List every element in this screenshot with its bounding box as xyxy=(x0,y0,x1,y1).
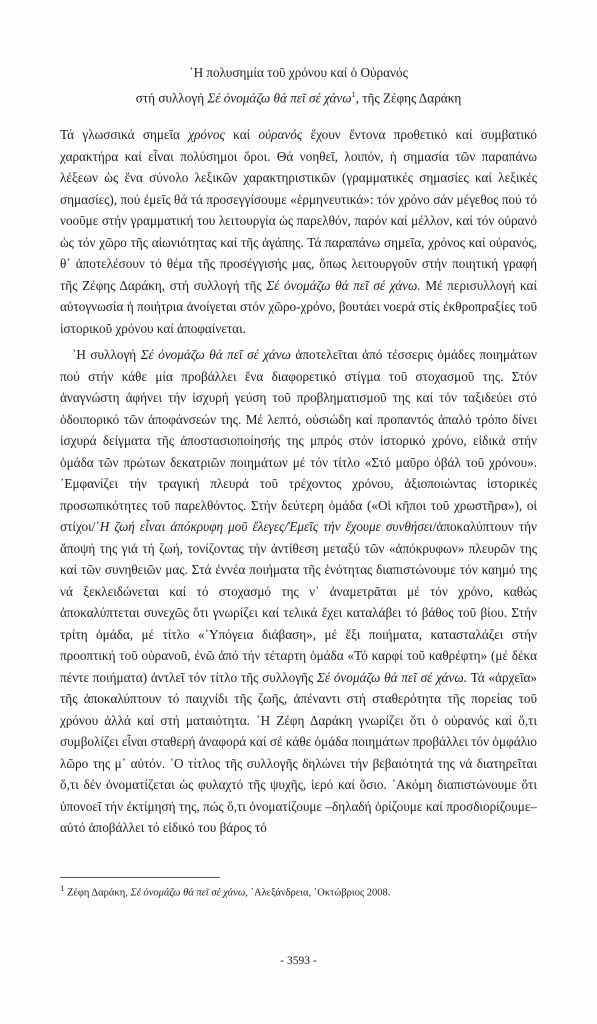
p2-text-1: ῾Η συλλογή xyxy=(72,347,141,362)
paragraph-2 xyxy=(60,344,537,839)
footnote-divider xyxy=(60,877,220,878)
footnote-text-1: Ζέφη Δαράκη, xyxy=(64,887,131,899)
title-book-name: Σέ ὀνομάζω θά πεῖ σέ χάνω xyxy=(207,90,352,106)
p2-emph-2: ῾Η ζωή εἶναι ἀπόκρυφη μοῦ ἔλεγες/ xyxy=(95,519,289,534)
footnote-marker: 1 xyxy=(351,90,356,99)
p2-text-2: ἀποτελεῖται ἀπό τέσσερις ὁμάδες ποιημάτων πού στήν κάθε μία προβάλλει ἕνα διαφορετικό στίγμα τοῦ στοχασμοῦ της. Στόν ἀναγνώστη ἀφήνει τήν ἰσχυρή γεύση τοῦ προβληματισμοῦ της καί τόν ταξιδεύει στό ὁδοιπορικό τῶν ἀποφάνσεών της. Μέ λεπτό, οὐσιώδη καί προπαντός ἁπαλό τρόπο δίνει ἰσχυρά δείγματα τῆς ἀποστασιοποίησής της μπρός στόν ἱστορικό χρόνο, εἰδικά στήν ὁμάδα τῶν πρώτων δεκατριῶν ποιημάτων μέ τόν τίτλο «Στό μαῦρο ὀβάλ τοῦ χρόνου». ᾿Εμφανίζει τήν τραγική πλευρά τοῦ τρέχοντος χρόνου, ἀξιοποιώντας ἱστορικές προσωπικότητες τοῦ παρελθόντος. Στήν δεύτερη ὁμάδα («Οἱ κῆποι τοῦ χρωστῆρα»), οἱ στίχοι/ xyxy=(60,347,537,534)
p1-text-4: Μέ περισυλλογή καί αὐτογνωσία ἡ ποιήτρια ἀνοίγεται στόν χῶρο-χρόνο, βουτάει νοερά στίς ἐκθροπραξίες τοῦ ἱστορικοῦ χρόνου καί ἀποφαίνεται. xyxy=(60,277,537,336)
p2-emph-4: Σέ ὀνομάζω θά πεῖ σέ χάνω. xyxy=(316,669,468,685)
title-line-2-suffix: , τῆς Ζέφης Δαράκη xyxy=(355,90,462,106)
p1-emph-3: Σέ ὀνομάζω θά πεῖ σέ χάνω. xyxy=(266,277,421,293)
footnote-text-2: , ᾿Αλεξάνδρεια, ᾿Οκτώβριος 2008. xyxy=(245,887,391,899)
footnote xyxy=(60,881,537,901)
paragraph-1 xyxy=(60,124,537,339)
title-line-1: ῾Η πολυσημία τοῦ χρόνου καί ὁ Οὐρανός xyxy=(189,65,408,80)
title-line-2 xyxy=(60,84,537,109)
p2-emph-3: Ἐμεῖς τήν ἔχουμε συνθήσει xyxy=(288,519,433,534)
p1-emph-2: οὐρανός xyxy=(258,127,303,142)
p2-text-3: /ἀποκαλύπτουν τήν ἄποψή της γιά τή ζωή, τονίζοντας τήν ἀντίθεση μεταξύ τῶν «ἀπόκρυφων» πλευρῶν της καί τῶν συνηθειῶν μας. Στά ἐννέα ποιήματα τῆς ἑνότητας διαπιστώνουμε τόν καημό της νά ξεκλειδώνεται καί τό στοχασμό της ν᾽ ἀναμετρᾶται μέ τόν χρόνο, καθώς ἀποκαλύπτεται συνεχῶς ὅτι γνωρίζει καί τελικά ἔχει καταλάβει τό βάθος τοῦ βίου. Στήν τρίτη ὁμάδα, μέ τίτλο «῾Υπόγεια διάβαση», μέ ἕξι ποιήματα, κατασταλάζει στήν προοπτική τοῦ οὐρανοῦ, ἐνῶ ἀπό τήν τέταρτη ὁμάδα «Τό καρφί τοῦ καθρέφτη» (μέ δέκα πέντε ποιήματα) ἀντλεῖ τόν τίτλο τῆς συλλογῆς xyxy=(60,519,537,685)
p2-emph-1: Σέ ὀνομάζω θά πεῖ σέ χάνω xyxy=(140,347,291,362)
p2-text-4: Τά «ἀρχεῖα» τῆς ἀποκαλύπτουν τό παιχνίδι τῆς ζωῆς, ἀπέναντι στή σταθερότητα τῆς πορείας τοῦ χρόνου ἀλλά καί στή ματαιότητα. ῾Η Ζέφη Δαράκη γνωρίζει ὅτι ὁ οὐρανός καί ὅ,τι συμβολίζει εἶναι σταθερή ἀναφορά καί σέ κάθε ὁμάδα ποιημάτων προβάλλει τόν ὀμφάλιο λῶρο της μ᾽ αὐτόν. ῾Ο τίτλος τῆς συλλογῆς δηλώνει τήν βεβαιότητά της νά διατηρεῖται ὅ,τι δέν ὀνοματίζεται ὡς φυλαχτό τῆς ψυχῆς, ἱερό καί ὅσιο. ᾿Ακόμη διαπιστώνουμε ὅτι ὑπονοεῖ τήν ἐκτίμησή της, πώς ὅ,τι ὀνοματίζουμε –δηλαδή ὁρίζουμε καί προσδιορίζουμε– αὐτό ἀποβάλλει τό εἰδικό του βάρος τό xyxy=(60,669,537,835)
p1-text-3: ἔχουν ἔντονα προθετικό καί συμβατικό χαρακτήρα καί εἶναι πολύσημοι ὅροι. Θά νοηθεῖ, λοιπόν, ἡ σημασία τῶν παραπάνω λέξεων ὡς ἕνα σύνολο λεξικῶν χαρακτηριστικῶν (γραμματικές σημασίες καί λεξικές σημασίες), πού ἐμεῖς θά τά προσεγγίσουμε «ἑρμηνευτικά»: τόν χρόνο σάν μέγεθος πού τό νοοῦμε στήν γραμματική του λειτουργία ὡς παρελθόν, παρόν καί μέλλον, καί τόν οὐρανό ὡς τόν χῶρο τῆς αἰωνιότητας καί τῆς ἀγάπης. Τά παραπάνω σημεῖα, χρόνος καί οὐρανός, θ᾽ ἀποτελέσουν τό θέμα τῆς προσέγγισής μας, ὅπως λειτουργοῦν στήν ποιητική γραφή τῆς Ζέφης Δαράκη, στή συλλογή τῆς xyxy=(60,127,537,293)
page-number: - 3593 - xyxy=(280,955,317,967)
title-line-2-prefix: στή συλλογή xyxy=(135,90,208,106)
p1-emph-1: χρόνος xyxy=(188,127,225,142)
p1-text-2: καί xyxy=(224,127,259,142)
article-title xyxy=(60,62,537,109)
p1-text-1: Τά γλωσσικά σημεῖα xyxy=(60,127,189,142)
footnote-number: 1 xyxy=(60,883,65,893)
article-body xyxy=(60,124,537,844)
footnote-book-title: Σέ ὀνομάζω θά πεῖ σέ χάνω xyxy=(130,887,246,899)
